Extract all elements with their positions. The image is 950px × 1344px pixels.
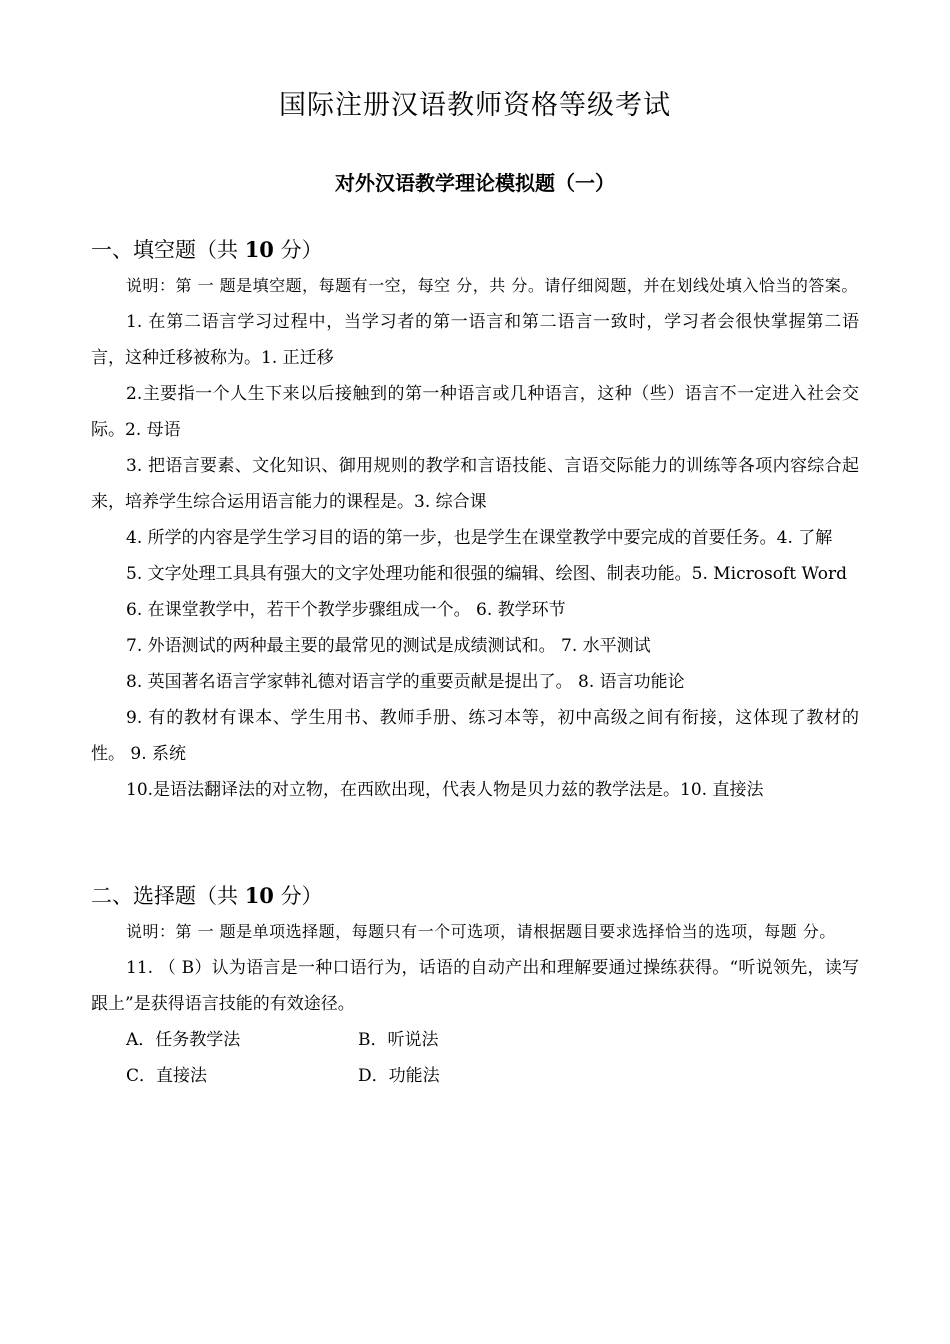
section-heading-suffix: 分） — [280, 238, 323, 262]
section-note: 说明：第 一 题是单项选择题，每题只有一个可选项，请根据题目要求选择恰当的选项，每题 分。 — [126, 922, 836, 941]
question-item: 10.是语法翻译法的对立物，在西欧出现，代表人物是贝力兹的教学法是。10. 直接法 — [126, 780, 764, 800]
question-item: 11. （ B）认为语言是一种口语行为，话语的自动产出和理解要通过操练获得。“听说领先，读写跟上”是获得语言技能的有效途径。 — [91, 958, 859, 1014]
document-subtitle: 对外汉语教学理论模拟题（一） — [335, 171, 615, 195]
question-item: 5. 文字处理工具具有强大的文字处理功能和很强的编辑、绘图、制表功能。5. Microsoft Word — [126, 564, 848, 584]
section-spacer — [91, 808, 859, 878]
question-item: 2.主要指一个人生下来以后接触到的第一种语言或几种语言，这种（些）语言不一定进入社会交际。2. 母语 — [91, 384, 859, 440]
question-item: 9. 有的教材有课本、学生用书、教师手册、练习本等，初中高级之间有衔接，这体现了教材的性。 9. 系统 — [91, 708, 859, 764]
question-item: 6. 在课堂教学中，若干个教学步骤组成一个。 6. 教学环节 — [126, 600, 566, 620]
section-note: 说明：第 一 题是填空题，每题有一空，每空 分，共 分。请仔细阅题，并在划线处填入恰当的答案。 — [126, 276, 858, 295]
option-b: B．听说法 — [358, 1030, 439, 1050]
section-heading-prefix: 二、选择题（共 — [91, 884, 238, 908]
option-row — [91, 1022, 859, 1058]
document-title: 国际注册汉语教师资格等级考试 — [279, 90, 671, 121]
question-item: 3. 把语言要素、文化知识、御用规则的教学和言语技能、言语交际能力的训练等各项内容综合起来，培养学生综合运用语言能力的课程是。3. 综合课 — [91, 456, 859, 512]
question-item: 1. 在第二语言学习过程中，当学习者的第一语言和第二语言一致时，学习者会很快掌握第二语言，这种迁移被称为。1. 正迁移 — [91, 312, 859, 368]
option-row — [91, 1058, 859, 1094]
section-heading-fill-blank — [91, 232, 859, 268]
section-heading-suffix: 分） — [280, 884, 323, 908]
option-d: D．功能法 — [358, 1066, 440, 1086]
option-c: C．直接法 — [126, 1066, 208, 1086]
section-heading-score: 10 — [244, 883, 274, 908]
section-heading-prefix: 一、填空题（共 — [91, 238, 238, 262]
document-body — [91, 232, 859, 1094]
question-item: 8. 英国著名语言学家韩礼德对语言学的重要贡献是提出了。 8. 语言功能论 — [126, 672, 685, 692]
question-item: 4. 所学的内容是学生学习目的语的第一步，也是学生在课堂教学中要完成的首要任务。4. 了解 — [126, 528, 833, 548]
section-heading-score: 10 — [244, 237, 274, 262]
section-heading-multiple-choice — [91, 878, 859, 914]
option-a: A．任务教学法 — [126, 1030, 241, 1050]
question-item: 7. 外语测试的两种最主要的最常见的测试是成绩测试和。 7. 水平测试 — [126, 636, 651, 656]
